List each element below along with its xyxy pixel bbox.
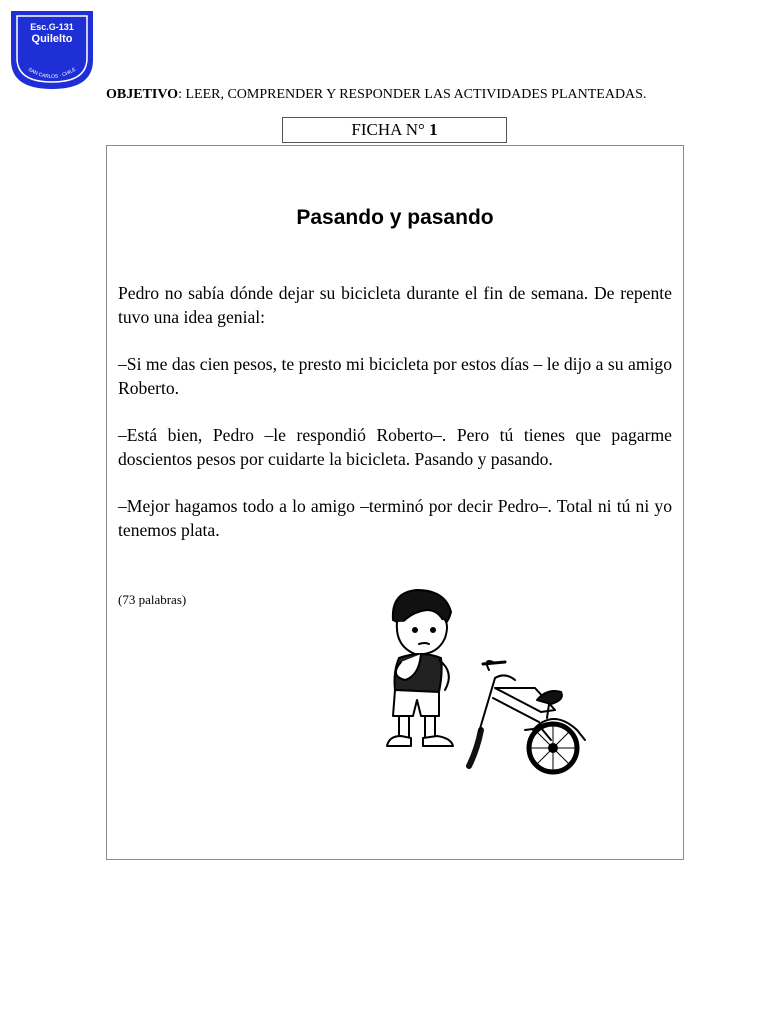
- school-logo: [8, 8, 96, 92]
- logo-line1: Esc.G-131: [30, 22, 74, 32]
- logo-line2: Quilelto: [31, 33, 73, 45]
- story-paragraph: –Mejor hagamos todo a lo amigo –terminó por decir Pedro–. Total ni tú ni yo tenemos plata.: [118, 496, 672, 540]
- objective-label: OBJETIVO: [106, 87, 179, 102]
- story-title: Pasando y pasando: [296, 206, 494, 229]
- objective-line: [106, 86, 706, 104]
- ficha-header: [282, 117, 507, 143]
- word-count: (73 palabras): [118, 592, 187, 607]
- objective-text: : LEER, COMPRENDER Y RESPONDER LAS ACTIVIDADES PLANTEADAS.: [178, 87, 647, 102]
- story-paragraph: –Si me das cien pesos, te presto mi bicicleta por estos días – le dijo a su amigo Roberto.: [118, 354, 672, 398]
- story-paragraph: Pedro no sabía dónde dejar su bicicleta durante el fin de semana. De repente tuvo una idea genial:: [118, 283, 672, 327]
- story-frame: [106, 145, 684, 860]
- ficha-number: 1: [429, 120, 438, 139]
- logo-ring-textpath: SAN CARLOS · CHILE: [26, 66, 78, 81]
- ficha-prefix: FICHA N°: [351, 120, 425, 139]
- story-paragraph: –Está bien, Pedro –le respondió Roberto–. Pero tú tienes que pagarme doscientos pesos por cuidarte la bicicleta. Pasando y pasando.: [118, 425, 672, 469]
- story-body: [118, 282, 672, 566]
- boy-bicycle-illustration: [365, 580, 605, 785]
